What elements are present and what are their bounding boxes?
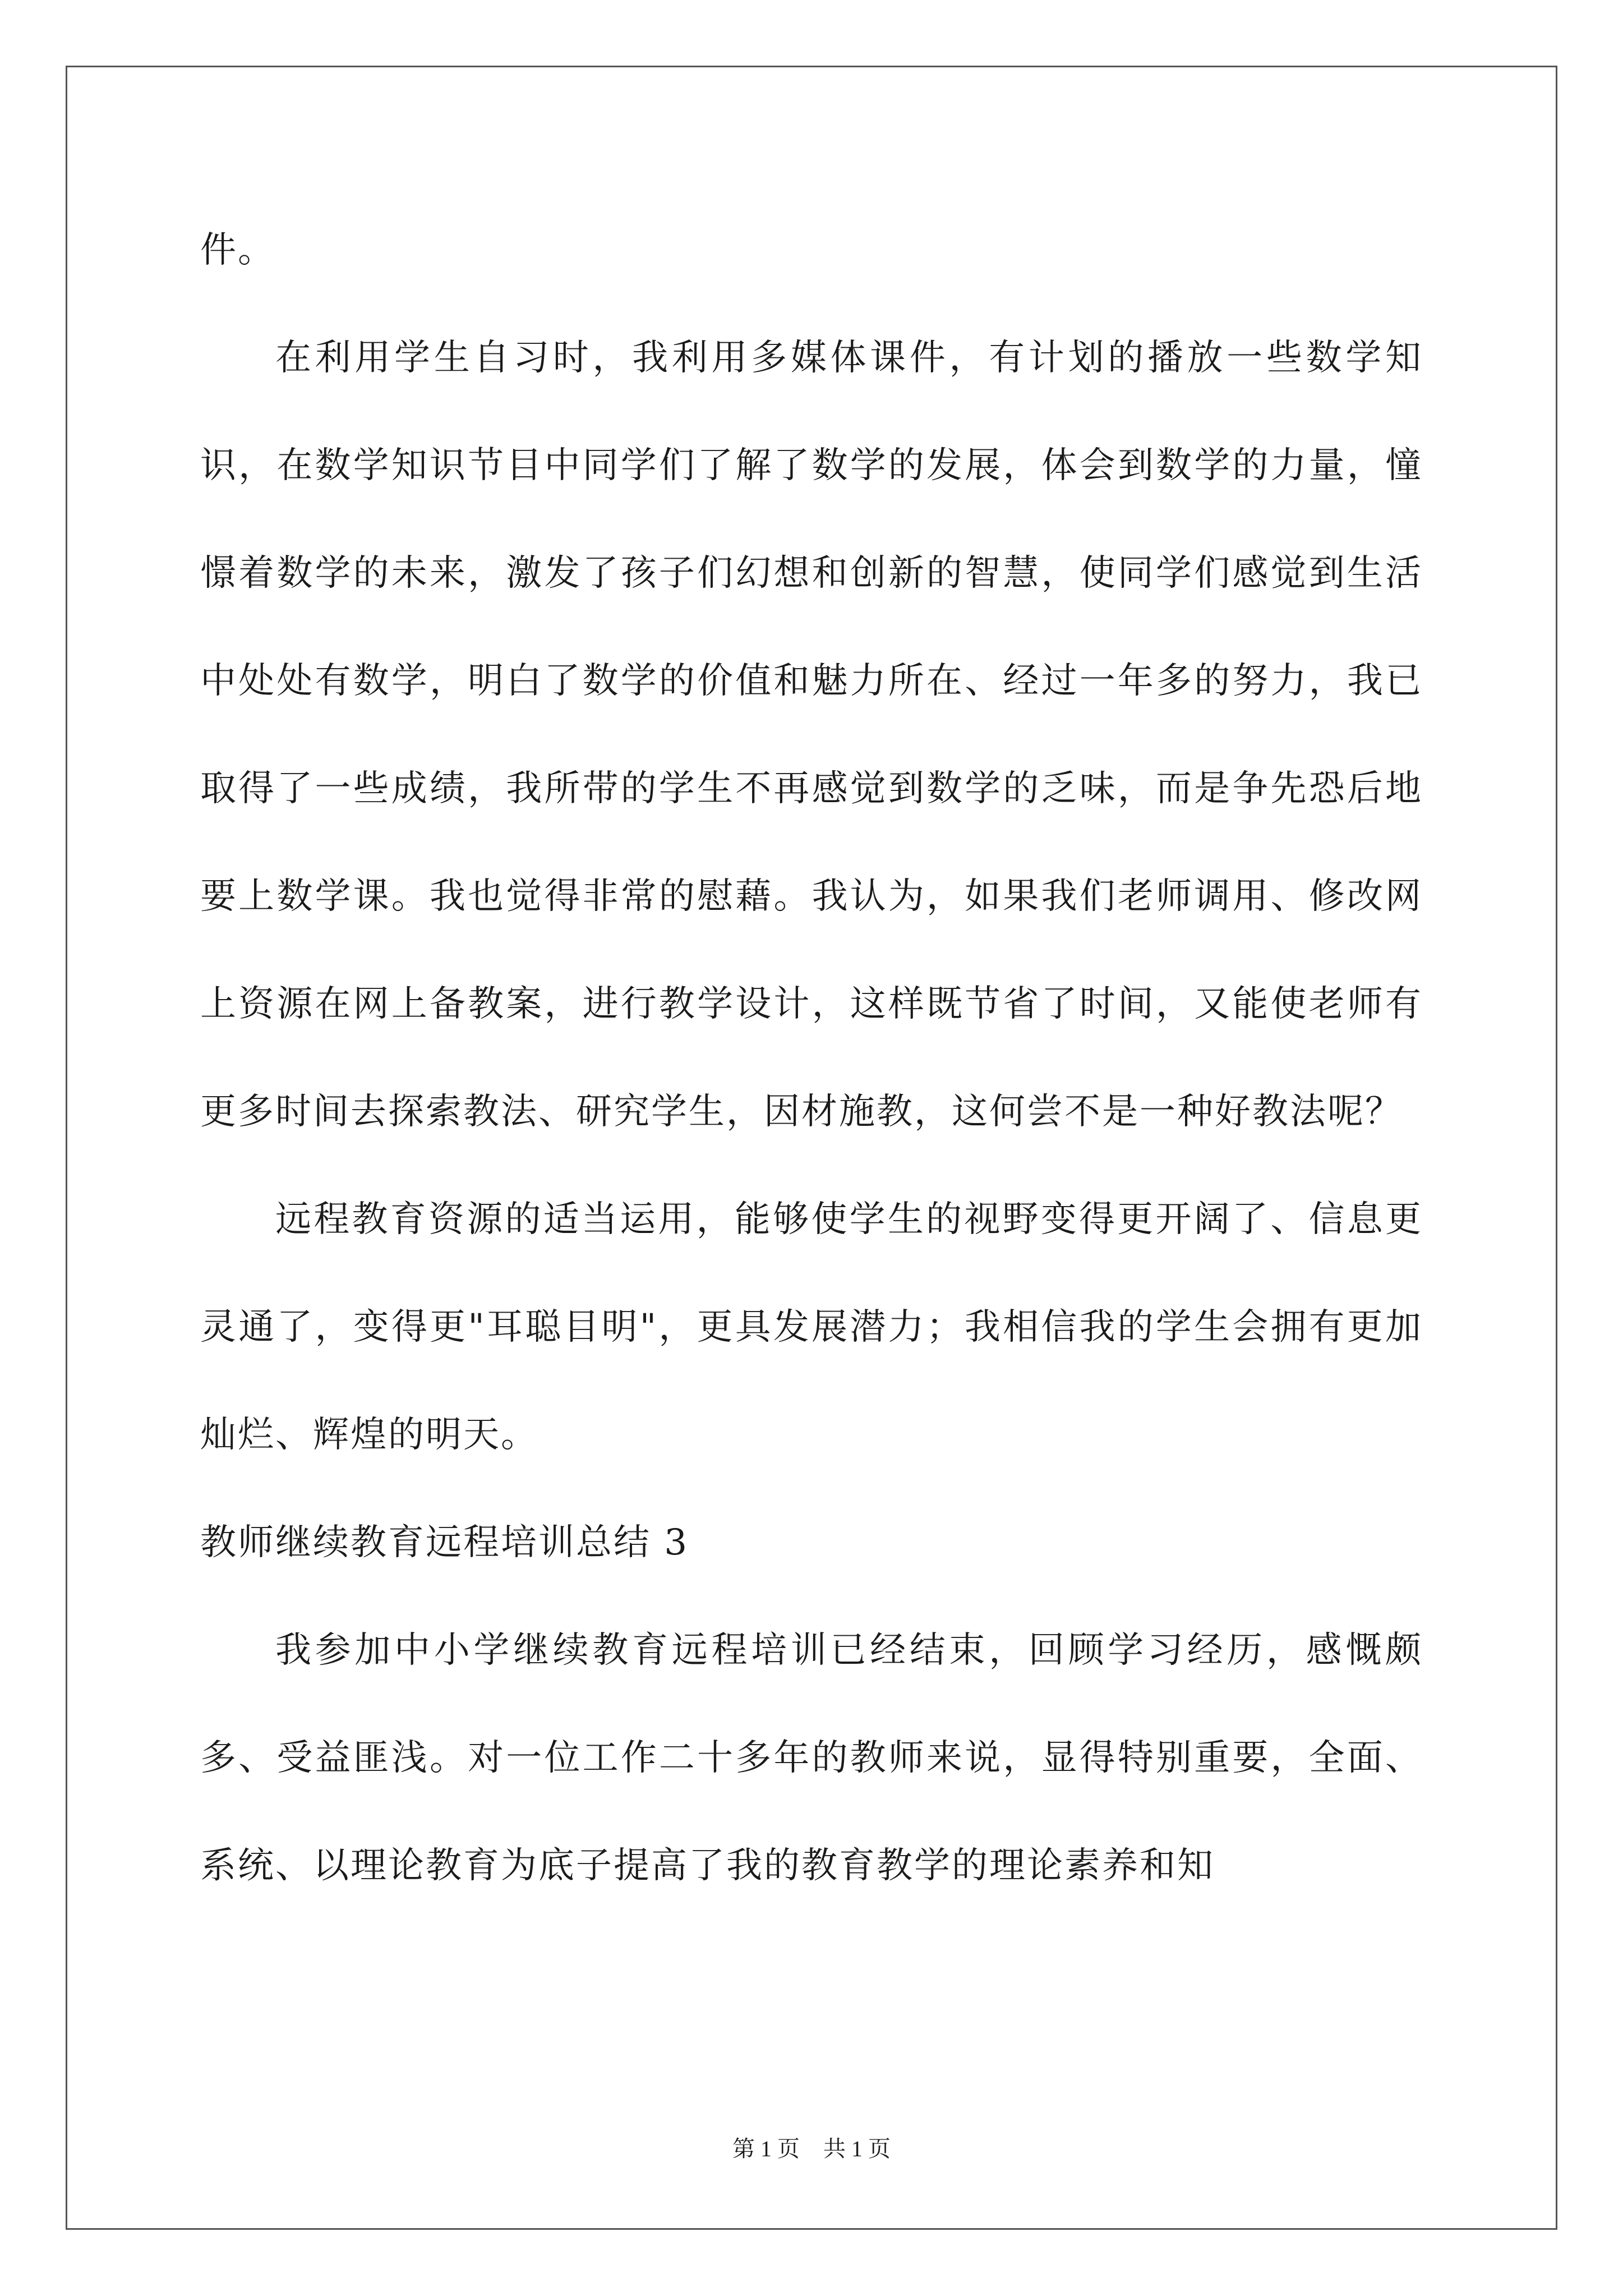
page-number: 第 1 页 (732, 2136, 800, 2161)
section-heading: 教师继续教育远程培训总结 3 (200, 1522, 689, 1563)
page-total: 共 1 页 (823, 2136, 891, 2161)
paragraph-multimedia: 在利用学生自习时，我利用多媒体课件，有计划的播放一些数学知识，在数学知识节目中同学们了解了数学的发展，体会到数学的力量，憧憬着数学的未来，激发了孩子们幻想和创新的智慧，使同学们感觉到生活中处处有数学，明白了数学的价值和魅力所在、经过一年多的努力，我已取得了一些成绩，我所带的学生不再感觉到数学的乏味，而是争先恐后地要上数学课。我也觉得非常的慰藉。我认为，如果我们老师调用、修改网上资源在网上备教案，进行教学设计，这样既节省了时间，又能使老师有更多时间去探索教法、研究学生，因材施教，这何尝不是一种好教法呢？ (200, 337, 1423, 1133)
paragraph-continuation: 件。 (200, 229, 275, 271)
page-footer (0, 2135, 1623, 2163)
paragraph-remote-resources: 远程教育资源的适当运用，能够使学生的视野变得更开阔了、信息更灵通了，变得更"耳聪目明"，更具发展潜力；我相信我的学生会拥有更加灿烂、辉煌的明天。 (200, 1199, 1423, 1456)
paragraph-training-summary: 我参加中小学继续教育远程培训已经结束，回顾学习经历，感慨颇多、受益匪浅。对一位工作二十多年的教师来说，显得特别重要，全面、系统、以理论教育为底子提高了我的教育教学的理论素养和知 (200, 1630, 1423, 1887)
document-body (200, 196, 1423, 1920)
